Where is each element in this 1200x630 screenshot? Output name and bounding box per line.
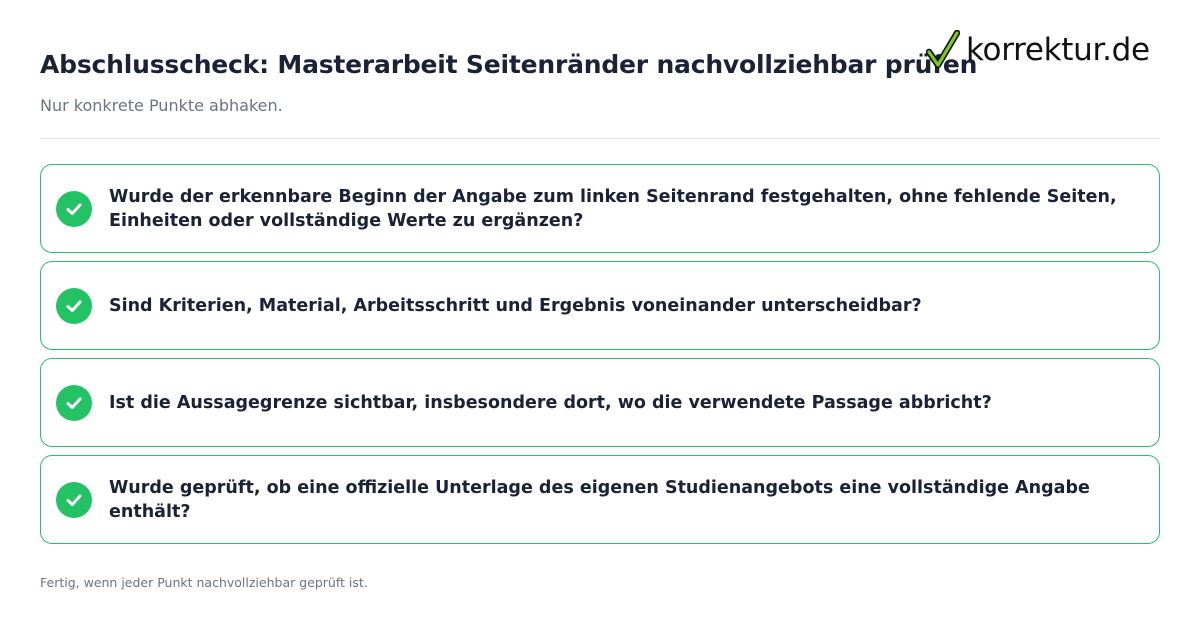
brand-name: korrektur.de <box>966 31 1150 68</box>
footer-note: Fertig, wenn jeder Punkt nachvollziehbar geprüft ist. <box>40 575 368 590</box>
checklist-item-text: Sind Kriterien, Material, Arbeitsschritt und Ergebnis voneinander unterscheidbar? <box>109 295 922 316</box>
checklist-item[interactable] <box>40 358 1160 447</box>
checklist-item-text: Wurde der erkennbare Beginn der Angabe zum linken Seitenrand festgehalten, ohne fehlende Seiten, Einheiten oder vollständige Werte zu ergänzen? <box>109 186 1117 231</box>
page-subtitle: Nur konkrete Punkte abhaken. <box>40 96 283 115</box>
check-circle-icon <box>56 191 92 227</box>
checklist-item[interactable] <box>40 164 1160 253</box>
check-circle-icon <box>56 385 92 421</box>
checklist <box>40 164 1160 552</box>
checkmark-icon <box>926 30 960 70</box>
checklist-item[interactable] <box>40 261 1160 350</box>
checklist-item-text: Ist die Aussagegrenze sichtbar, insbesondere dort, wo die verwendete Passage abbricht? <box>109 392 992 413</box>
checklist-item[interactable] <box>40 455 1160 544</box>
checklist-item-text: Wurde geprüft, ob eine offizielle Unterlage des eigenen Studienangebots eine vollständige Angabe enthält? <box>109 477 1090 522</box>
brand-logo[interactable] <box>926 30 1150 70</box>
header-divider <box>40 138 1160 139</box>
check-circle-icon <box>56 482 92 518</box>
page-title: Abschlusscheck: Masterarbeit Seitenränder nachvollziehbar prüfen <box>40 50 978 79</box>
check-circle-icon <box>56 288 92 324</box>
